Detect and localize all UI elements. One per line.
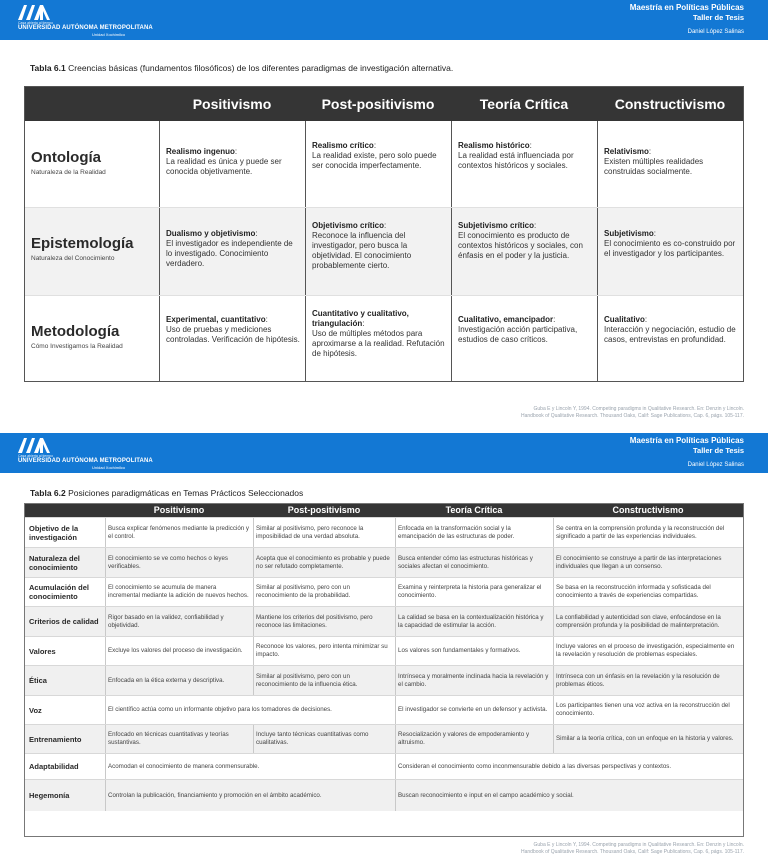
cell-heading: Cualitativo, emancipador — [458, 315, 554, 324]
table-cell: Cualitativo: Interacción y negociación, estudio de casos, entrevistas en profundidad. — [597, 295, 743, 381]
logo-unit-name: Unidad Xochimilco — [92, 32, 126, 37]
header-info — [630, 3, 744, 36]
table-cell: Enfocado en técnicas cuantitativas y teorías sustantivas. — [108, 731, 229, 746]
table-6-1-caption — [30, 63, 453, 73]
table-cell: Enfocada en la ética externa y descriptiva. — [108, 676, 225, 684]
row-header — [25, 121, 159, 207]
author-name: Daniel López Salinas — [687, 462, 744, 468]
table-row — [25, 779, 743, 811]
table-header-row — [25, 504, 743, 517]
table-cell: Resocialización y valores de empoderamiento y altruismo. — [398, 731, 530, 746]
citation — [521, 842, 744, 856]
table-cell: Buscan reconocimiento e input en el campo académico y social. — [398, 791, 574, 799]
logo-tagline: Casa abierta al tiempo — [18, 454, 54, 458]
program-title: Maestría en Políticas Públicas — [629, 3, 744, 12]
citation-line: Handbook of Qualitative Research. Thousand Oaks, Calif: Sage Publications, Cap. 6, págs. 105-117. — [520, 849, 744, 855]
table-cell: Controlan la publicación, financiamiento y promoción en el ámbito académico. — [108, 791, 322, 799]
row-label: Valores — [29, 646, 56, 656]
row-subtitle: Cómo Investigamos la Realidad — [31, 343, 123, 350]
table-cell: Rigor basado en la validez, confiabilidad y objetividad. — [108, 613, 224, 629]
table-cell: Similar al positivismo, pero con un reconocimiento de la influencia ética. — [256, 672, 358, 688]
cell-text: Existen múltiples realidades construidas socialmente. — [604, 157, 704, 176]
row-label: Entrenamiento — [29, 734, 82, 744]
table-header-row — [25, 87, 743, 121]
table-caption-text: Creencias básicas (fundamentos filosóficos) de los diferentes paradigmas de investigación alternativa. — [68, 63, 454, 73]
cell-heading: Realismo histórico — [458, 141, 530, 150]
uam-logo — [16, 3, 156, 37]
row-subtitle: Naturaleza de la Realidad — [31, 169, 106, 176]
cell-heading: Realismo ingenuo — [166, 147, 235, 156]
citation-line: Guba E y Lincoln Y, 1994. Competing paradigms in Qualitative Research. En: Denzin y Lincoln. — [533, 842, 744, 848]
table-cell: Cualitativo, emancipador: Investigación acción participativa, estudios de caso críticos. — [451, 295, 597, 381]
cell-heading: Objetivismo crítico — [312, 221, 385, 230]
table-row — [25, 753, 743, 779]
column-header: Post-positivismo — [321, 96, 435, 112]
column-header: Teoría Crítica — [445, 505, 503, 515]
table-row-ontologia — [25, 121, 743, 207]
table-row — [25, 636, 743, 665]
slide-table-6-1 — [0, 0, 768, 425]
column-header: Positivismo — [192, 96, 272, 112]
table-cell: Busca entender cómo las estructuras históricas y sociales afectan el conocimiento. — [398, 554, 533, 570]
cell-text: Interacción y negociación, estudio de casos, entrevistas en profundidad. — [604, 325, 736, 344]
table-cell: El conocimiento se acumula de manera incremental mediante la adición de nuevos hechos. — [108, 584, 249, 599]
table-number: Tabla 6.2 — [30, 488, 66, 498]
course-title: Taller de Tesis — [693, 446, 744, 455]
table-row — [25, 695, 743, 724]
row-header — [25, 295, 159, 381]
table-cell: Similar a la teoría crítica, con un enfoque en la historia y valores. — [556, 735, 734, 743]
cell-text: El investigador es independiente de lo investigado. Conocimiento verdadero. — [166, 239, 293, 268]
cell-text: El conocimiento es producto de contextos históricos y sociales, con énfasis en el poder y la justicia. — [458, 231, 583, 260]
row-label: Objetivo de la investigación — [29, 523, 79, 542]
cell-text: La realidad está influenciada por contextos históricos y sociales. — [458, 151, 574, 170]
table-row — [25, 517, 743, 547]
table-cell: Consideran el conocimiento como inconmensurable debido a las diversas perspectivas y contextos. — [398, 762, 672, 770]
header-banner — [0, 433, 768, 473]
table-row — [25, 577, 743, 606]
table-cell: Intrínseca con un énfasis en la revelación y la resolución de problemas éticos. — [556, 672, 720, 688]
table-cell: Reconoce los valores, pero intenta minimizar su impacto. — [256, 643, 388, 658]
table-row-metodologia — [25, 295, 743, 381]
cell-heading: Subjetivismo — [604, 229, 654, 238]
table-cell: Cuantitativo y cualitativo, triangulación: Uso de múltiples métodos para aproximarse a la realidad. Refutación de hipótesis. — [305, 295, 451, 381]
row-label: Acumulación del conocimiento — [29, 583, 90, 601]
cell-heading: Cuantitativo y cualitativo, triangulación — [312, 309, 409, 328]
column-header: Constructivismo — [614, 96, 726, 112]
row-label: Adaptabilidad — [29, 762, 79, 771]
cell-text: La realidad existe, pero solo puede ser conocida imperfectamente. — [312, 151, 437, 170]
table-cell: Similar al positivismo, pero reconoce la imposibilidad de una verdad absoluta. — [256, 524, 364, 540]
logo-tagline: Casa abierta al tiempo — [18, 21, 54, 25]
row-label: Hegemonía — [29, 791, 70, 800]
cell-text: La realidad es única y puede ser conocida objetivamente. — [166, 157, 282, 176]
slide-separator — [0, 425, 768, 433]
table-6-2-caption — [30, 488, 303, 498]
table-cell: Los valores son fundamentales y formativos. — [398, 647, 521, 655]
cell-text: El conocimiento es co-construido por el investigador y los participantes. — [604, 239, 736, 258]
table-number: Tabla 6.1 — [30, 63, 66, 73]
table-6-1 — [24, 86, 744, 382]
cell-heading: Subjetivismo crítico — [458, 221, 535, 230]
table-row — [25, 606, 743, 636]
table-cell: Objetivismo crítico: Reconoce la influencia del investigador, pero busca la objetividad. El conocimiento probablemente cierto. — [305, 207, 451, 295]
table-cell: Mantiene los criterios del positivismo, pero reconoce las limitaciones. — [256, 613, 373, 629]
citation-line: Guba E y Lincoln Y, 1994. Competing paradigms in Qualitative Research. En: Denzin y Lincoln. — [533, 406, 744, 412]
table-cell: Excluye los valores del proceso de investigación. — [108, 647, 243, 655]
table-cell: Enfocada en la transformación social y la emancipación de las estructuras de poder. — [398, 524, 515, 540]
table-cell: El investigador se convierte en un defensor y activista. — [398, 706, 548, 714]
table-cell: El conocimiento se ve como hechos o leyes verificables. — [108, 554, 229, 570]
row-title: Metodología — [31, 323, 120, 340]
table-row — [25, 665, 743, 695]
cell-heading: Realismo crítico — [312, 141, 374, 150]
cell-text: Uso de pruebas y mediciones controladas. Verificación de hipótesis. — [166, 325, 300, 344]
citation — [521, 406, 744, 420]
table-row — [25, 724, 743, 753]
table-cell: Se basa en la reconstrucción informada y sofisticada del conocimiento a través de experiencias compartidas. — [556, 584, 711, 599]
logo-university-name: UNIVERSIDAD AUTÓNOMA METROPOLITANA — [18, 458, 153, 464]
uam-logo-icon — [18, 3, 50, 20]
table-cell: Subjetivismo: El conocimiento es co-construido por el investigador y los participantes. — [597, 207, 743, 295]
column-header: Post-positivismo — [287, 505, 361, 515]
cell-heading: Dualismo y objetivismo — [166, 229, 256, 238]
column-header: Teoría Crítica — [479, 96, 569, 112]
table-cell: Relativismo: Existen múltiples realidades construidas socialmente. — [597, 121, 743, 207]
logo-university-name: UNIVERSIDAD AUTÓNOMA METROPOLITANA — [18, 25, 153, 31]
row-subtitle: Naturaleza del Conocimiento — [31, 255, 115, 262]
table-cell: El científico actúa como un informante objetivo para los tomadores de decisiones. — [108, 706, 332, 714]
program-title: Maestría en Políticas Públicas — [629, 436, 744, 445]
table-cell: El conocimiento se construye a partir de las interpretaciones individuales que llegan a un consenso. — [556, 554, 722, 570]
row-label: Voz — [29, 705, 42, 715]
table-row — [25, 547, 743, 577]
row-title: Epistemología — [31, 235, 134, 252]
header-banner — [0, 0, 768, 40]
cell-text: Investigación acción participativa, estudios de caso críticos. — [458, 325, 578, 344]
row-label: Criterios de calidad — [29, 617, 99, 626]
cell-heading: Cualitativo — [604, 315, 645, 324]
row-header — [25, 207, 159, 295]
table-cell: Experimental, cuantitativo: Uso de pruebas y mediciones controladas. Verificación de hipótesis. — [159, 295, 305, 381]
table-cell: Dualismo y objetivismo: El investigador es independiente de lo investigado. Conocimiento verdadero. — [159, 207, 305, 295]
table-cell: Incluye valores en el proceso de investigación, especialmente en la revelación y resolución de problemas especiales. — [556, 643, 735, 658]
table-cell: Acepta que el conocimiento es probable y puede no ser refutado completamente. — [256, 554, 390, 570]
cell-text: Reconoce la influencia del investigador, pero busca la objetividad. El conocimiento probablemente cierto. — [312, 231, 412, 270]
table-cell: La confiabilidad y autenticidad son clave, enfocándose en la comprensión profunda y la posibilidad de malinterpretación. — [556, 613, 721, 629]
table-6-2 — [24, 503, 744, 837]
header-info — [630, 436, 744, 469]
row-label: Ética — [29, 676, 47, 685]
course-title: Taller de Tesis — [693, 13, 744, 22]
table-cell: Similar al positivismo, pero con un reconocimiento de la probabilidad. — [256, 584, 351, 599]
table-cell: Los participantes tienen una voz activa en la reconstrucción del conocimiento. — [556, 702, 730, 717]
row-title: Ontología — [31, 149, 101, 166]
table-cell: Incluye tanto técnicas cuantitativas como cualitativas. — [256, 731, 369, 746]
author-name: Daniel López Salinas — [687, 29, 744, 35]
column-header: Constructivismo — [612, 505, 684, 515]
table-cell: Se centra en la comprensión profunda y la reconstrucción del significado a partir de las experiencias individuales. — [556, 524, 725, 540]
cell-heading: Relativismo — [604, 147, 649, 156]
cell-heading: Experimental, cuantitativo — [166, 315, 266, 324]
table-cell: Examina y reinterpreta la historia para generalizar el conocimiento. — [398, 584, 542, 599]
uam-logo — [16, 436, 156, 470]
table-cell: Acomodan el conocimiento de manera conmensurable. — [108, 762, 260, 770]
table-cell: Realismo ingenuo: La realidad es única y puede ser conocida objetivamente. — [159, 121, 305, 207]
logo-unit-name: Unidad Xochimilco — [92, 465, 126, 470]
table-cell: Subjetivismo crítico: El conocimiento es producto de contextos históricos y sociales, con énfasis en el poder y la justicia. — [451, 207, 597, 295]
row-label: Naturaleza del conocimiento — [29, 553, 80, 572]
table-caption-text: Posiciones paradigmáticas en Temas Prácticos Seleccionados — [68, 488, 304, 498]
table-cell: Realismo histórico: La realidad está influenciada por contextos históricos y sociales. — [451, 121, 597, 207]
uam-logo-icon — [18, 436, 50, 453]
citation-line: Handbook of Qualitative Research. Thousand Oaks, Calif: Sage Publications, Cap. 6, págs. 105-117. — [520, 413, 744, 419]
table-cell: La calidad se basa en la contextualización histórica y la capacidad de estimular la acción. — [398, 613, 544, 629]
table-row-epistemologia — [25, 207, 743, 295]
cell-text: Uso de múltiples métodos para aproximarse a la realidad. Refutación de hipótesis. — [312, 329, 445, 358]
column-header: Positivismo — [153, 505, 205, 515]
table-cell: Realismo crítico: La realidad existe, pero solo puede ser conocida imperfectamente. — [305, 121, 451, 207]
table-cell: Busca explicar fenómenos mediante la predicción y el control. — [108, 524, 250, 540]
table-cell: Intrínseca y moralmente inclinada hacia la revelación y el cambio. — [398, 672, 549, 688]
